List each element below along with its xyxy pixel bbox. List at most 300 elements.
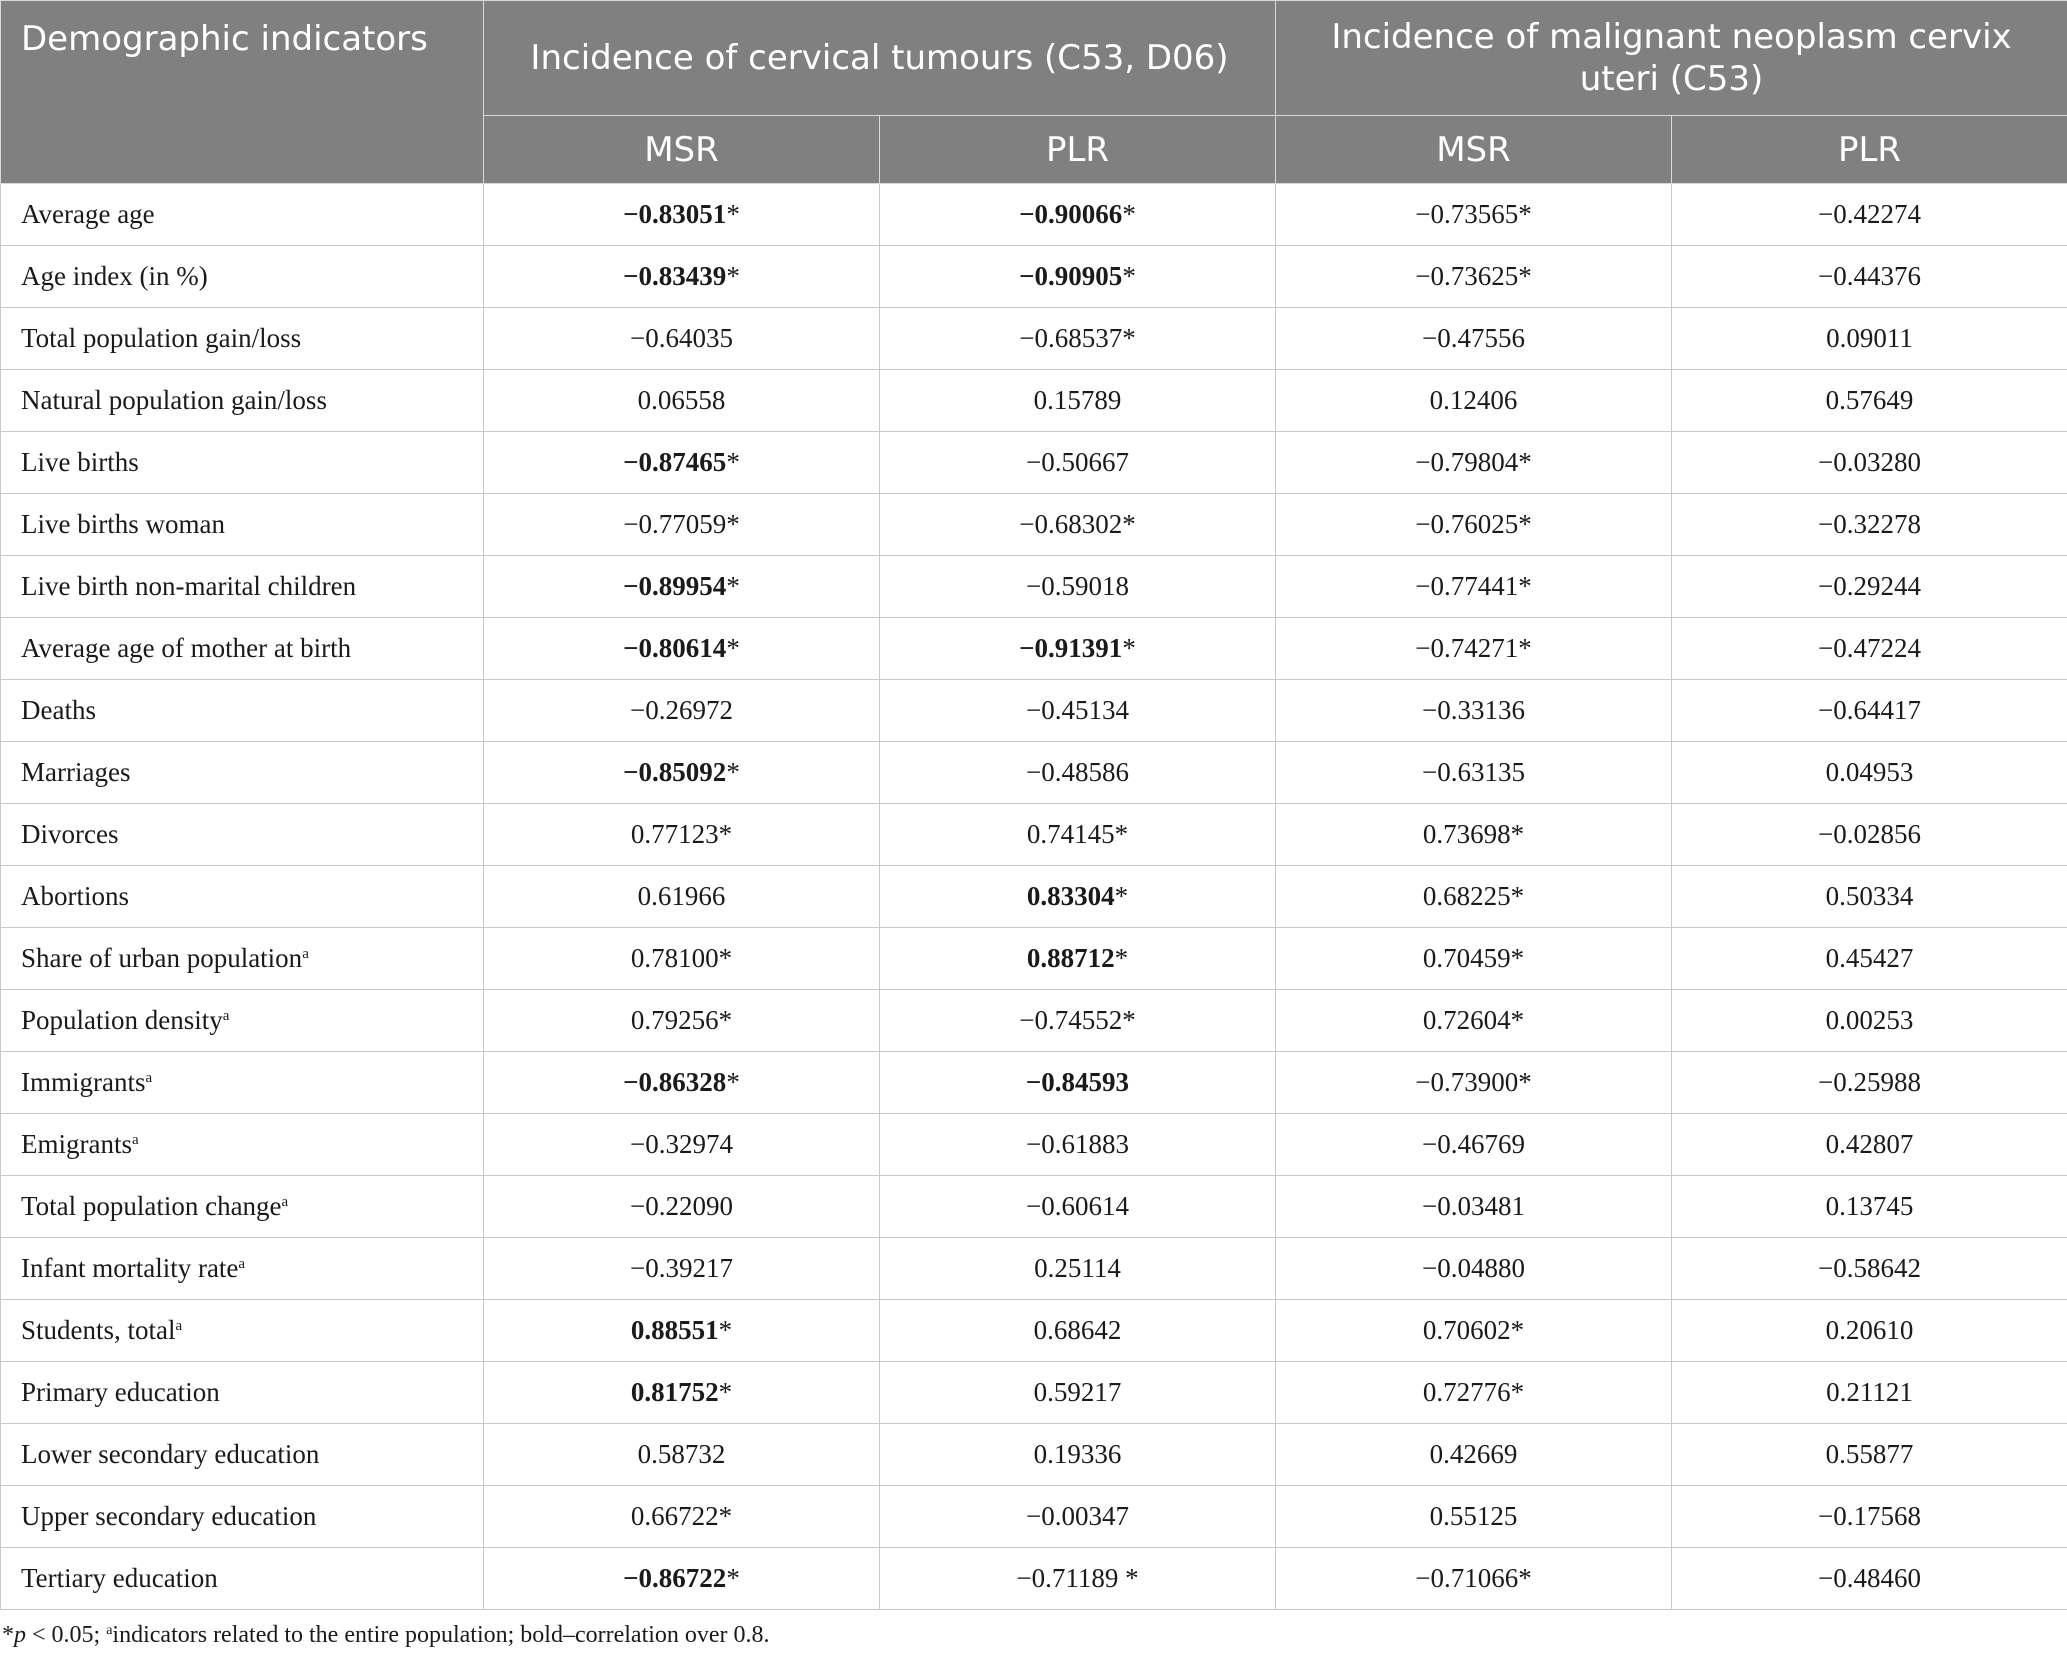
row-label-text: Average age xyxy=(21,199,155,229)
cell-value: 0.66722 xyxy=(630,1501,719,1531)
cell-cervical-plr xyxy=(880,494,1276,556)
cell-value: −0.39217 xyxy=(630,1253,733,1283)
cell-cervical-plr xyxy=(880,370,1276,432)
footnote-text: indicators related to the entire population; bold–correlation over 0.8. xyxy=(112,1622,770,1648)
table-row xyxy=(1,1486,2067,1548)
footnote-a-marker: a xyxy=(106,1623,113,1638)
cell-cervical-msr xyxy=(484,680,880,742)
cell-value: −0.03280 xyxy=(1818,447,1921,477)
cell-value: 0.15789 xyxy=(1033,385,1122,415)
table-row xyxy=(1,432,2067,494)
row-label xyxy=(1,556,484,618)
cell-c53-msr xyxy=(1276,1114,1672,1176)
cell-value: −0.85092 xyxy=(623,757,727,787)
cell-value: 0.55877 xyxy=(1825,1439,1914,1469)
cell-value: −0.47556 xyxy=(1422,323,1525,353)
cell-cervical-msr xyxy=(484,494,880,556)
row-label-text: Marriages xyxy=(21,757,131,787)
significance-star: * xyxy=(1122,633,1136,663)
cell-cervical-plr xyxy=(880,618,1276,680)
cell-cervical-msr xyxy=(484,246,880,308)
row-label xyxy=(1,1548,484,1610)
cell-cervical-plr xyxy=(880,866,1276,928)
footnote-p-text: < 0.05; xyxy=(26,1622,107,1648)
significance-star: * xyxy=(718,1377,733,1407)
table-row xyxy=(1,1548,2067,1610)
cell-cervical-plr xyxy=(880,680,1276,742)
cell-cervical-msr xyxy=(484,1486,880,1548)
cell-cervical-msr xyxy=(484,1362,880,1424)
cell-value: −0.77059 xyxy=(623,509,727,539)
table-body xyxy=(1,184,2067,1610)
cell-cervical-msr xyxy=(484,1238,880,1300)
cell-value: 0.78100 xyxy=(630,943,719,973)
row-label xyxy=(1,866,484,928)
cell-c53-msr xyxy=(1276,1176,1672,1238)
significance-star: * xyxy=(1518,1563,1532,1593)
cell-cervical-plr xyxy=(880,1486,1276,1548)
cell-value: 0.50334 xyxy=(1825,881,1914,911)
cell-value: −0.91391 xyxy=(1019,633,1123,663)
cell-value: −0.32974 xyxy=(630,1129,733,1159)
cell-value: −0.74552 xyxy=(1019,1005,1123,1035)
row-label xyxy=(1,432,484,494)
row-label-superscript: a xyxy=(281,1194,289,1210)
row-label-text: Infant mortality rate xyxy=(21,1253,239,1283)
cell-cervical-msr xyxy=(484,556,880,618)
cell-c53-plr xyxy=(1672,1362,2067,1424)
cell-value: −0.59018 xyxy=(1026,571,1129,601)
cell-c53-plr xyxy=(1672,1176,2067,1238)
row-label xyxy=(1,804,484,866)
cell-cervical-msr xyxy=(484,1114,880,1176)
significance-star: * xyxy=(1122,509,1136,539)
cell-c53-plr xyxy=(1672,1300,2067,1362)
cell-value: −0.47224 xyxy=(1818,633,1921,663)
row-label-text: Share of urban population xyxy=(21,943,303,973)
row-label-text: Deaths xyxy=(21,695,96,725)
cell-c53-plr xyxy=(1672,1052,2067,1114)
cell-value: −0.17568 xyxy=(1818,1501,1921,1531)
cell-value: −0.68302 xyxy=(1019,509,1123,539)
significance-star: * xyxy=(718,943,733,973)
significance-star: * xyxy=(1510,1005,1525,1035)
cell-cervical-plr xyxy=(880,1362,1276,1424)
cell-c53-plr xyxy=(1672,246,2067,308)
cell-cervical-msr xyxy=(484,1052,880,1114)
row-label xyxy=(1,308,484,370)
cell-value: −0.42274 xyxy=(1818,199,1921,229)
cell-cervical-msr xyxy=(484,990,880,1052)
table-row xyxy=(1,928,2067,990)
row-label xyxy=(1,618,484,680)
cell-value: −0.73625 xyxy=(1415,261,1519,291)
cell-value: −0.58642 xyxy=(1818,1253,1921,1283)
significance-star: * xyxy=(1518,509,1532,539)
significance-star: * xyxy=(1510,881,1525,911)
cell-cervical-plr xyxy=(880,742,1276,804)
cell-value: −0.86328 xyxy=(623,1067,727,1097)
cell-value: −0.26972 xyxy=(630,695,733,725)
cell-cervical-plr xyxy=(880,308,1276,370)
cell-value: 0.70602 xyxy=(1422,1315,1511,1345)
significance-star: * xyxy=(726,261,740,291)
cell-value: 0.77123 xyxy=(630,819,719,849)
cell-cervical-plr xyxy=(880,1238,1276,1300)
cell-value: −0.50667 xyxy=(1026,447,1129,477)
cell-c53-msr xyxy=(1276,1486,1672,1548)
cell-cervical-plr xyxy=(880,1176,1276,1238)
table-row xyxy=(1,246,2067,308)
cell-c53-plr xyxy=(1672,184,2067,246)
row-label-text: Upper secondary education xyxy=(21,1501,317,1531)
cell-c53-plr xyxy=(1672,990,2067,1052)
table-row xyxy=(1,1114,2067,1176)
significance-star: * xyxy=(1122,323,1136,353)
cell-cervical-msr xyxy=(484,1300,880,1362)
cell-value: −0.48586 xyxy=(1026,757,1129,787)
cell-value: 0.74145 xyxy=(1026,819,1115,849)
cell-value: 0.20610 xyxy=(1825,1315,1914,1345)
cell-cervical-msr xyxy=(484,370,880,432)
cell-c53-msr xyxy=(1276,184,1672,246)
cell-value: −0.60614 xyxy=(1026,1191,1129,1221)
table-row xyxy=(1,370,2067,432)
cell-cervical-plr xyxy=(880,1300,1276,1362)
cell-c53-plr xyxy=(1672,928,2067,990)
table-row xyxy=(1,184,2067,246)
row-label-text: Emigrants xyxy=(21,1129,132,1159)
cell-value: −0.32278 xyxy=(1818,509,1921,539)
cell-value: 0.70459 xyxy=(1422,943,1511,973)
row-label-superscript: a xyxy=(131,1132,139,1148)
cell-cervical-msr xyxy=(484,1548,880,1610)
cell-value: 0.12406 xyxy=(1429,385,1518,415)
cell-c53-plr xyxy=(1672,1424,2067,1486)
cell-value: −0.84593 xyxy=(1025,1067,1130,1097)
cell-cervical-plr xyxy=(880,1114,1276,1176)
row-label-text: Tertiary education xyxy=(21,1563,218,1593)
cell-c53-msr xyxy=(1276,1424,1672,1486)
row-label-superscript: a xyxy=(175,1318,183,1334)
cell-c53-plr xyxy=(1672,680,2067,742)
cell-value: −0.02856 xyxy=(1818,819,1921,849)
cell-value: −0.68537 xyxy=(1019,323,1123,353)
row-label-superscript: a xyxy=(145,1070,153,1086)
row-label-text: Average age of mother at birth xyxy=(21,633,352,663)
cell-c53-plr xyxy=(1672,1548,2067,1610)
table-row xyxy=(1,866,2067,928)
cell-c53-msr xyxy=(1276,990,1672,1052)
cell-value: 0.83304 xyxy=(1026,881,1115,911)
cell-value: 0.04953 xyxy=(1825,757,1914,787)
significance-star: * xyxy=(1510,1377,1525,1407)
cell-cervical-plr xyxy=(880,1548,1276,1610)
cell-value: −0.22090 xyxy=(630,1191,733,1221)
significance-star: * xyxy=(1122,199,1136,229)
cell-c53-msr xyxy=(1276,1238,1672,1300)
cell-cervical-msr xyxy=(484,184,880,246)
cell-c53-plr xyxy=(1672,1114,2067,1176)
row-label-text: Natural population gain/loss xyxy=(21,385,327,415)
cell-c53-msr xyxy=(1276,680,1672,742)
cell-cervical-plr xyxy=(880,804,1276,866)
row-label-text: Live births woman xyxy=(21,509,225,539)
cell-value: −0.73565 xyxy=(1415,199,1519,229)
cell-value: 0.19336 xyxy=(1033,1439,1122,1469)
row-label-text: Immigrants xyxy=(21,1067,146,1097)
row-label xyxy=(1,1052,484,1114)
cell-value: 0.88712 xyxy=(1026,943,1115,973)
cell-value: −0.29244 xyxy=(1818,571,1921,601)
cell-c53-msr xyxy=(1276,246,1672,308)
row-label-superscript: a xyxy=(302,946,309,962)
significance-star: * xyxy=(726,571,740,601)
cell-value: 0.42669 xyxy=(1429,1439,1518,1469)
cell-value: 0.59217 xyxy=(1033,1377,1122,1407)
cell-c53-plr xyxy=(1672,1486,2067,1548)
table-row xyxy=(1,990,2067,1052)
row-label-text: Divorces xyxy=(21,819,119,849)
cell-value: −0.44376 xyxy=(1818,261,1921,291)
row-label-text: Live births xyxy=(21,447,139,477)
cell-c53-msr xyxy=(1276,866,1672,928)
cell-c53-msr xyxy=(1276,928,1672,990)
significance-star: * xyxy=(718,819,733,849)
cell-value: −0.74271 xyxy=(1415,633,1519,663)
cell-c53-plr xyxy=(1672,866,2067,928)
row-label-text: Age index (in %) xyxy=(21,261,208,291)
row-label-superscript: a xyxy=(238,1256,246,1272)
significance-star: * xyxy=(1122,1005,1136,1035)
significance-star: * xyxy=(718,1315,733,1345)
header-malignant-neoplasm: Incidence of malignant neoplasm cervix uteri (C53) xyxy=(1276,1,2067,116)
table-header xyxy=(1,1,2067,184)
significance-star: * xyxy=(726,447,740,477)
cell-cervical-msr xyxy=(484,742,880,804)
significance-star: * xyxy=(1518,571,1532,601)
cell-cervical-msr xyxy=(484,1424,880,1486)
cell-c53-plr xyxy=(1672,742,2067,804)
cell-value: −0.77441 xyxy=(1415,571,1519,601)
row-label-superscript: a xyxy=(222,1008,230,1024)
row-label xyxy=(1,370,484,432)
cell-value: 0.09011 xyxy=(1826,323,1913,353)
cell-c53-msr xyxy=(1276,370,1672,432)
subheader-msr-1: MSR xyxy=(484,116,880,184)
cell-value: 0.42807 xyxy=(1825,1129,1914,1159)
cell-value: −0.48460 xyxy=(1818,1563,1921,1593)
cell-c53-msr xyxy=(1276,308,1672,370)
cell-value: 0.00253 xyxy=(1825,1005,1914,1035)
cell-value: −0.64417 xyxy=(1818,695,1921,725)
cell-value: −0.25988 xyxy=(1818,1067,1921,1097)
cell-value: 0.68225 xyxy=(1422,881,1511,911)
row-label xyxy=(1,184,484,246)
cell-value: 0.72604 xyxy=(1422,1005,1511,1035)
cell-value: −0.03481 xyxy=(1422,1191,1525,1221)
table-row xyxy=(1,494,2067,556)
cell-value: 0.68642 xyxy=(1033,1315,1122,1345)
cell-value: −0.87465 xyxy=(623,447,727,477)
row-label-text: Population density xyxy=(21,1005,223,1035)
row-label xyxy=(1,928,484,990)
cell-c53-plr xyxy=(1672,494,2067,556)
cell-cervical-plr xyxy=(880,928,1276,990)
cell-value: 0.21121 xyxy=(1826,1377,1913,1407)
cell-value: −0.83051 xyxy=(623,199,727,229)
table-row xyxy=(1,1238,2067,1300)
row-label xyxy=(1,1238,484,1300)
row-label xyxy=(1,1424,484,1486)
table-row xyxy=(1,742,2067,804)
subheader-msr-2: MSR xyxy=(1276,116,1672,184)
cell-cervical-msr xyxy=(484,866,880,928)
cell-cervical-plr xyxy=(880,1052,1276,1114)
cell-value: −0.86722 xyxy=(623,1563,727,1593)
cell-c53-plr xyxy=(1672,370,2067,432)
cell-value: −0.71066 xyxy=(1415,1563,1519,1593)
row-label-text: Live birth non-marital children xyxy=(21,571,357,601)
row-label-text: Primary education xyxy=(21,1377,220,1407)
cell-value: −0.83439 xyxy=(623,261,727,291)
row-label-text: Total population gain/loss xyxy=(21,323,302,353)
cell-value: −0.46769 xyxy=(1422,1129,1525,1159)
cell-cervical-plr xyxy=(880,184,1276,246)
cell-value: 0.88551 xyxy=(630,1315,719,1345)
cell-value: 0.13745 xyxy=(1825,1191,1914,1221)
cell-cervical-msr xyxy=(484,804,880,866)
cell-cervical-msr xyxy=(484,928,880,990)
cell-value: −0.04880 xyxy=(1422,1253,1525,1283)
significance-star: * xyxy=(1518,633,1532,663)
subheader-plr-2: PLR xyxy=(1672,116,2067,184)
cell-value: 0.61966 xyxy=(637,881,726,911)
significance-star: * xyxy=(1510,943,1525,973)
cell-c53-msr xyxy=(1276,556,1672,618)
cell-c53-plr xyxy=(1672,804,2067,866)
significance-star: * xyxy=(1518,447,1532,477)
cell-value: 0.79256 xyxy=(630,1005,719,1035)
significance-star: * xyxy=(726,1067,740,1097)
cell-value: 0.45427 xyxy=(1825,943,1914,973)
significance-star: * xyxy=(1114,943,1129,973)
cell-value: −0.45134 xyxy=(1026,695,1129,725)
significance-star: * xyxy=(1518,199,1532,229)
cell-c53-msr xyxy=(1276,618,1672,680)
significance-star: * xyxy=(718,1501,733,1531)
cell-c53-msr xyxy=(1276,494,1672,556)
cell-c53-msr xyxy=(1276,1548,1672,1610)
cell-cervical-msr xyxy=(484,432,880,494)
row-label-text: Lower secondary education xyxy=(21,1439,320,1469)
cell-cervical-msr xyxy=(484,618,880,680)
cell-c53-plr xyxy=(1672,556,2067,618)
significance-star: * xyxy=(1114,881,1129,911)
cell-value: −0.63135 xyxy=(1422,757,1525,787)
cell-c53-plr xyxy=(1672,618,2067,680)
cell-c53-msr xyxy=(1276,1300,1672,1362)
significance-star: * xyxy=(1510,1315,1525,1345)
row-label-text: Students, total xyxy=(21,1315,176,1345)
cell-cervical-plr xyxy=(880,1424,1276,1486)
row-label xyxy=(1,246,484,308)
cell-value: −0.90066 xyxy=(1019,199,1123,229)
footnote-star: * xyxy=(2,1622,14,1648)
cell-value: 0.81752 xyxy=(630,1377,719,1407)
header-cervical-tumours: Incidence of cervical tumours (C53, D06) xyxy=(484,1,1276,116)
significance-star: * xyxy=(726,757,740,787)
table-footnote xyxy=(2,1622,770,1649)
cell-value: −0.00347 xyxy=(1026,1501,1129,1531)
significance-star: * xyxy=(726,199,740,229)
row-label xyxy=(1,1176,484,1238)
cell-value: −0.33136 xyxy=(1422,695,1525,725)
significance-star: * xyxy=(1518,1067,1532,1097)
significance-star: * xyxy=(726,1563,740,1593)
cell-cervical-plr xyxy=(880,990,1276,1052)
cell-cervical-msr xyxy=(484,308,880,370)
cell-c53-msr xyxy=(1276,742,1672,804)
footnote-p: p xyxy=(14,1622,26,1648)
cell-value: −0.71189 xyxy=(1016,1563,1119,1593)
significance-star: * xyxy=(726,509,740,539)
cell-c53-msr xyxy=(1276,1362,1672,1424)
cell-value: 0.73698 xyxy=(1422,819,1511,849)
cell-value: 0.25114 xyxy=(1034,1253,1121,1283)
row-label-text: Total population change xyxy=(21,1191,282,1221)
row-label xyxy=(1,494,484,556)
table-row xyxy=(1,556,2067,618)
table-row xyxy=(1,1176,2067,1238)
table-row xyxy=(1,618,2067,680)
table-row xyxy=(1,1424,2067,1486)
cell-value: −0.79804 xyxy=(1415,447,1519,477)
cell-value: 0.58732 xyxy=(637,1439,726,1469)
significance-star: * xyxy=(1510,819,1525,849)
row-label xyxy=(1,680,484,742)
subheader-plr-1: PLR xyxy=(880,116,1276,184)
table-row xyxy=(1,308,2067,370)
cell-value: −0.89954 xyxy=(623,571,727,601)
significance-star: * xyxy=(726,633,740,663)
row-label xyxy=(1,1114,484,1176)
cell-c53-msr xyxy=(1276,804,1672,866)
cell-c53-plr xyxy=(1672,432,2067,494)
table-row xyxy=(1,680,2067,742)
cell-cervical-plr xyxy=(880,556,1276,618)
cell-value: 0.06558 xyxy=(637,385,726,415)
cell-c53-msr xyxy=(1276,432,1672,494)
cell-cervical-plr xyxy=(880,432,1276,494)
significance-star: * xyxy=(718,1005,733,1035)
row-label-text: Abortions xyxy=(21,881,129,911)
table-row xyxy=(1,1052,2067,1114)
significance-star: * xyxy=(1114,819,1129,849)
cell-value: −0.61883 xyxy=(1026,1129,1129,1159)
significance-star: * xyxy=(1122,261,1136,291)
table-row xyxy=(1,804,2067,866)
row-label xyxy=(1,1362,484,1424)
cell-value: 0.55125 xyxy=(1429,1501,1518,1531)
cell-value: −0.80614 xyxy=(623,633,727,663)
cell-value: −0.76025 xyxy=(1415,509,1519,539)
table-row xyxy=(1,1300,2067,1362)
cell-cervical-plr xyxy=(880,246,1276,308)
table-row xyxy=(1,1362,2067,1424)
cell-value: 0.72776 xyxy=(1422,1377,1511,1407)
cell-value: −0.64035 xyxy=(630,323,733,353)
